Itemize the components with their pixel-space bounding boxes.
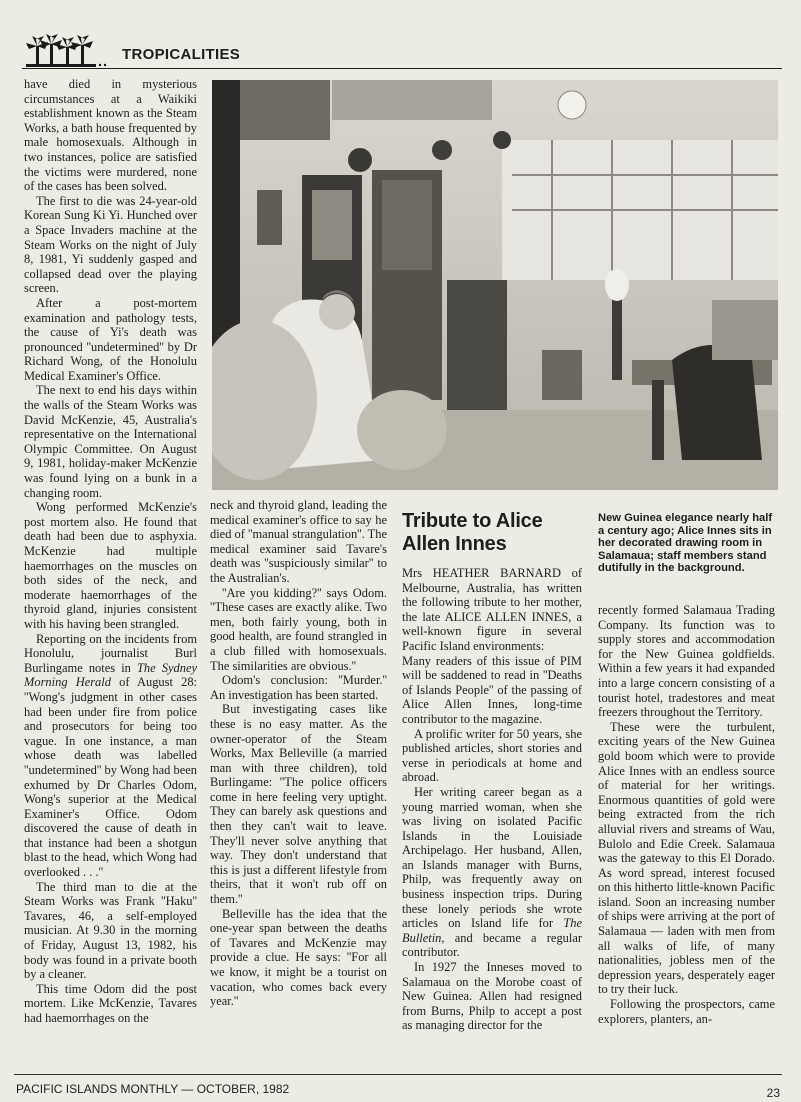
publication-title: The Sydney Morning Herald <box>24 660 197 690</box>
paragraph: Belleville has the idea that the one-year span between the deaths of Tavares and McKenzie may provide a clue. He says: ''For all we know, it might be a tourist on vacation, who comes back every year.'' <box>210 906 387 1009</box>
paragraph: A prolific writer for 50 years, she published articles, short stories and verse in periodicals at home and abroad. <box>402 726 582 785</box>
article-column-1 <box>24 77 197 1067</box>
publication-title: The Bulletin <box>402 916 582 945</box>
tribute-headline: Tribute to Alice Allen Innes <box>402 510 543 555</box>
paragraph: have died in mysterious circumstances at a Waikiki establishment known as the Steam Works, a bath house frequented by male homosexuals. Although in two instances, police are satisfied the victims were murdered, none of the cases has been solved. <box>24 77 197 194</box>
photo-illustration <box>212 80 778 490</box>
paragraph: The first to die was 24-year-old Korean Sung Ki Yi. Hunched over a Space Invaders machine at the Steam Works on the night of July 8, 1981, Yi suddenly gasped and collapsed dead over the playing screen. <box>24 193 197 296</box>
paragraph: In 1927 the Inneses moved to Salamaua on the Morobe coast of New Guinea. Allen had resigned from Burns, Philp to accept a post as managing director for the <box>402 960 582 1033</box>
tribute-column-continued <box>598 603 775 1068</box>
paragraph: After a post-mortem examination and pathology tests, the cause of Yi's death was pronounced ''undetermined'' by Dr Richard Wong, of the Honolulu Medical Examiner's Office. <box>24 295 197 383</box>
footer-rule <box>14 1074 782 1075</box>
paragraph: Mrs HEATHER BARNARD of Melbourne, Australia, has written the following tribute to her mother, the late ALICE ALLEN INNES, a well-known figure in several Pacific Island environments: <box>402 566 582 653</box>
tribute-column <box>402 508 582 1068</box>
paragraph: Her writing career began as a young married woman, when she was living on isolated Pacific Islands in the Louisiade Archipelago. Her husband, Allen, an Islands manager with Burns, Philp, was frequently away on business inspection trips. During these lonely periods she wrote articles on Island life for The Bulletin, and became a regular contributor. <box>402 784 582 960</box>
paragraph: Following the prospectors, came explorers, planters, an- <box>598 997 775 1026</box>
section-title: TROPICALITIES <box>122 46 241 63</box>
palm-trees-logo-icon <box>26 34 116 68</box>
paragraph: These were the turbulent, exciting years of the New Guinea gold boom which were to provide Alice Innes with an endless source of material for her writings. Enormous quantities of gold were being extracted from the rich alluvial rivers and streams of Wau, Bulolo and Edie Creek. Salamaua was the gateway to this El Dorado. As word spread, interest focused on this hitherto little-known Pacific island. Soon an increasing number of ships were arriving at the port of Salamaua — laden with men from all walks of life, of many nationalities, jobless men of the depression years, desperately eager to try their luck. <box>598 719 775 997</box>
paragraph: This time Odom did the post mortem. Like McKenzie, Tavares had haemorrhages on the <box>24 981 197 1025</box>
paragraph: Reporting on the incidents from Honolulu, journalist Burl Burlingame notes in The Sydney Morning Herald of August 28: ''Wong's judgment in other cases had been under fire from police and prosecutors for being too vague. In one instance, a man whose death was labelled ''undetermined'' by Wong had been exhumed by Dr Charles Odom, Wong's superior at the Medical Examiner's Office. Odom discovered the cause of death in that instance had been a shotgun blast to the head, which Wong had overlooked . . .'' <box>24 631 197 880</box>
paragraph: ''Are you kidding?'' says Odom. ''These cases are exactly alike. Two men, both fairly young, both in good health, are found strangled in a club filled with homosexuals. The similarities are obvious.'' <box>210 585 387 673</box>
publication-footer: PACIFIC ISLANDS MONTHLY — OCTOBER, 1982 <box>16 1082 290 1096</box>
photo-caption: New Guinea elegance nearly half a century ago; Alice Innes sits in her decorated drawing room in Salamaua; staff members stand dutifully in the background. <box>598 512 773 575</box>
drawing-room-photo <box>212 80 778 490</box>
paragraph: The third man to die at the Steam Works was Frank ''Haku'' Tavares, 46, a self-employed musician. At 9.30 in the morning of Friday, August 13, 1982, his body was found in a private booth by a cleaner. <box>24 879 197 982</box>
page-header <box>22 34 782 70</box>
paragraph: neck and thyroid gland, leading the medical examiner's office to say he died of ''manual strangulation''. The medical examiner said Tavare's death was ''suspiciously similar'' to the Australian's. <box>210 498 387 585</box>
paragraph: Many readers of this issue of PIM will be saddened to read in ''Deaths of Islands People'' of the passing of Alice Allen Innes, long-time contributor to the magazine. <box>402 653 582 726</box>
paragraph: Wong performed McKenzie's post mortem also. He found that death had been due to asphyxia. McKenzie had multiple haemorrhages on the muscles on both sides of the neck, and moderate haemorrhages of the thyroid gland, injuries consistent with his having been strangled. <box>24 500 197 631</box>
article-column-2 <box>210 498 387 1066</box>
paragraph: The next to end his days within the walls of the Steam Works was David McKenzie, 45, Australia's representative on the International Olympic Committee. On August 9, 1981, holiday-maker McKenzie was found lying on a bunk in a changing room. <box>24 383 197 500</box>
paragraph: recently formed Salamaua Trading Company. Its function was to supply stores and accommodation for the New Guinea goldfields. Within a few years it had expanded into a large concern consisting of a tourist hotel, tradestores and meat freezers throughout the Territory. <box>598 603 775 720</box>
paragraph: Odom's conclusion: ''Murder.'' An investigation has been started. <box>210 673 387 702</box>
header-rule <box>22 68 782 69</box>
paragraph: But investigating cases like these is no easy matter. As the owner-operator of the Steam Works, Max Belleville (a married man with three children), told Burlingame: ''The police officers come in here feeling very uptight. They can barely ask questions and then they can't wait to leave. They'll never solve anything that way. They don't understand that this is just a different lifestyle from theirs, that it won't rub off on them.'' <box>210 702 387 907</box>
page-number: 23 <box>766 1086 780 1100</box>
